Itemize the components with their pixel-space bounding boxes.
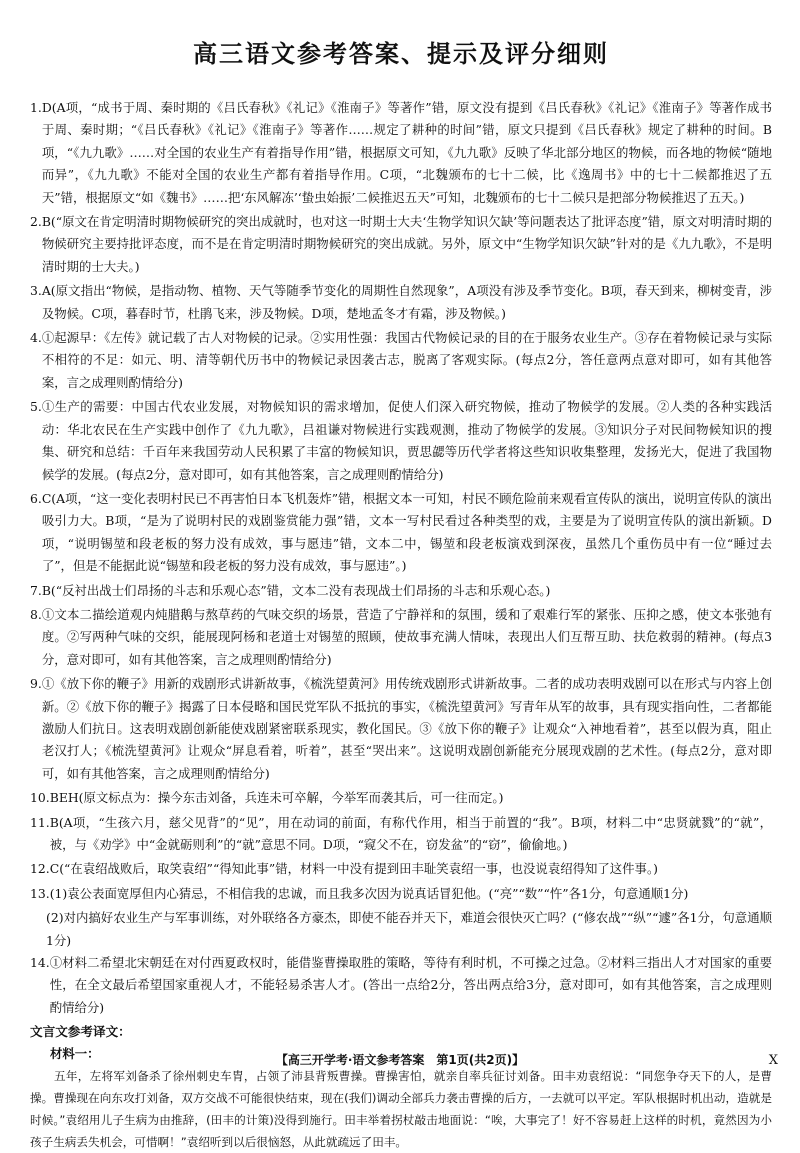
footer-mark: X bbox=[768, 1053, 778, 1068]
answer-item-8 bbox=[30, 604, 772, 671]
answer-text: A(原文指出“物候，是指动物、植物、天气等随季节变化的周期性自然现象”，A项没有涉及季节变化。B项，春天到来，柳树变青，涉及物候。C项，暮春时节，杜鹃飞来，涉及物候。D项，楚地孟冬才有霜，涉及物候。) bbox=[41, 283, 772, 321]
translation-heading: 文言文参考译文： bbox=[30, 1024, 131, 1040]
answer-number: 4. bbox=[30, 330, 42, 346]
answer-number: 1. bbox=[30, 100, 42, 115]
answer-number: 11. bbox=[30, 814, 50, 830]
answer-item-9 bbox=[30, 673, 772, 785]
material-title: 材料一： bbox=[50, 1046, 100, 1062]
answer-text: BEH(原文标点为：操今东击刘备，兵连未可卒解，今举军而袭其后，可一往而定。) bbox=[49, 790, 504, 806]
answer-text: ①起源早：《左传》就记载了古人对物候的记录。②实用性强：我国古代物候记录的目的在于服务农业生产。③存在着物候记录与实际不相符的不足：如元、明、清等朝代历书中的物候记录因袭古志，脱离了客观实际。(每点2分，答任意两点意对即可，如有其他答案，言之成理则酌情给分) bbox=[41, 330, 772, 390]
answer-number: 9. bbox=[30, 676, 42, 692]
answer-text: ①材料二希望北宋朝廷在对付西夏政权时，能借鉴曹操取胜的策略，等待有利时机，不可操之过急。②材料三指出人才对国家的重要性，在全文最后希望国家重视人才，不能轻易杀害人才。(答出一点给2分，答出两点给3分，意对即可，如有其他答案，言之成理则酌情给分) bbox=[49, 955, 772, 1015]
answer-number: 10. bbox=[30, 790, 50, 806]
answer-item-6 bbox=[30, 488, 772, 578]
answer-number: 8. bbox=[30, 606, 42, 622]
answer-item-3 bbox=[30, 280, 772, 325]
answer-item-13 bbox=[30, 883, 772, 905]
answer-item-11 bbox=[30, 812, 772, 857]
answer-item-2 bbox=[30, 211, 772, 278]
answer-text: C(A项，“这一变化表明村民已不再害怕日本飞机轰炸”错，根据文本一可知，村民不顾危险前来观看宣传队的演出，说明宣传队的演出吸引力大。B项，“是为了说明村民的戏剧鉴赏能力强”错，文本一写村民看过各种类型的戏，主要是为了说明宣传队的演出新颖。D项，“说明锡堃和段老板的努力没有成效，事与愿违”错，文本二中，锡堃和段老板演戏到深夜，虽然几个重伤员中有一位“睡过去了”，但是不能据此说“锡堃和段老板的努力没有成效，事与愿违”。) bbox=[41, 490, 772, 574]
answer-number: 6. bbox=[30, 490, 42, 506]
answer-number: 3. bbox=[30, 283, 42, 299]
answer-number: 5. bbox=[30, 399, 42, 415]
answer-number: 2. bbox=[30, 214, 42, 230]
answer-item-1 bbox=[30, 97, 772, 209]
answer-text: ①《放下你的鞭子》用新的戏剧形式讲新故事，《梳洗望黄河》用传统戏剧形式讲新故事。二者的成功表明戏剧可以在形式与内容上创新。②《放下你的鞭子》揭露了日本侵略和国民党军队不抵抗的事实，《梳洗望黄河》写青年从军的故事，具有现实指向性，二者都能激励人们抗日。这表明戏剧创新能使戏剧紧密联系现实，教化国民。③《放下你的鞭子》让观众“入神地看着”，甚至以假为真，阻止老汉打人；《梳洗望黄河》让观众“屏息看着，听着”，甚至“哭出来”。这说明戏剧创新能充分展现戏剧的艺术性。(每点2分，意对即可，如有其他答案，言之成理则酌情给分) bbox=[41, 676, 772, 781]
page-footer: 【高三开学考·语文参考答案 第1页(共2页)】 bbox=[275, 1053, 525, 1067]
answer-text: ①生产的需要：中国古代农业发展，对物候知识的需求增加，促使人们深入研究物候，推动了物候学的发展。②人类的各种实践活动：华北农民在生产实践中创作了《九九歌》，吕祖谦对物候进行实践观测，推动了物候学的发展。③知识分子对民间物候知识的搜集、研究和总结：千百年来我国劳动人民积累了丰富的物候知识，贾思勰等历代学者将这些知识收集整理，发扬光大，促进了我国物候学的发展。(每点2分，意对即可，如有其他答案，言之成理则酌情给分) bbox=[41, 399, 772, 482]
answer-item-5 bbox=[30, 396, 772, 486]
answer-text: B(“原文在肯定明清时期物候研究的突出成就时，也对这一时期士大夫‘生物学知识欠缺’等问题表达了批评态度”错，原文对明清时期的物候研究主要持批评态度，而不是在肯定明清时期物候研究的突出成就。另外，原文中“生物学知识欠缺”针对的是《九九歌》，不是明清时期的士大夫。) bbox=[41, 214, 772, 274]
answer-text: B(“反衬出战士们昂扬的斗志和乐观心态”错，文本二没有表现战士们昂扬的斗志和乐观心态。) bbox=[41, 582, 551, 598]
answer-item-4 bbox=[30, 327, 772, 394]
answer-item-14 bbox=[30, 952, 772, 1019]
translation-text: 五年，左将军刘备杀了徐州刺史车胄，占领了沛县背叛曹操。曹操害怕，就亲自率兵征讨刘备。田丰劝袁绍说：“同您争夺天下的人，是曹操。曹操现在向东攻打刘备，双方交战不可能很快结束，现在(我们)调动全部兵力袭击曹操的后方，一去就可以平定。军队根据时机出动，造就是时候。”袁绍用儿子生病为由推辞，(田丰的计策)没得到施行。田丰举着拐杖敲击地面说：“唉，大事完了！好不容易赶上这样的时机，竟然因为小孩子生病丢失机会，可惜啊！”袁绍听到以后很恼怒，从此就疏远了田丰。 bbox=[30, 1069, 772, 1150]
answer-list bbox=[30, 97, 772, 1019]
answer-number: 7. bbox=[30, 582, 42, 598]
answer-text: (1)袁公表面宽厚但内心猜忌，不相信我的忠诚，而且我多次因为说真话冒犯他。(“亮”“数”“忤”各1分，句意通顺1分) bbox=[49, 885, 689, 901]
answer-number: 14. bbox=[30, 955, 50, 971]
answer-number: 13. bbox=[30, 885, 50, 901]
answer-text: D(A项，“成书于周、秦时期的《吕氏春秋》《礼记》《淮南子》等著作”错，原文没有提到《吕氏春秋》《礼记》《淮南子》等著作成书于周、秦时期；“《吕氏春秋》《礼记》《淮南子》等著作……规定了耕种的时间”错，原文只提到《吕氏春秋》规定了耕种的时间。B项，“《九九歌》……对全国的农业生产有着指导作用”错，根据原文可知，《九九歌》反映了华北部分地区的物候，而各地的物候“随地而异”，《九九歌》不能对全国的农业生产都有着指导作用。C项，“北魏颁布的七十二候，比《逸周书》中的七十二候都推迟了五天”错，根据原文“如《魏书》……把‘东风解冻’‘蛰虫始振’二候推迟五天”可知，北魏颁布的七十二候只是把部分物候推迟了五天。) bbox=[41, 100, 772, 205]
page-title: 高三语文参考答案、提示及评分细则 bbox=[193, 40, 609, 68]
answer-text: B(A项，“生孩六月，慈父见背”的“见”，用在动词的前面，有称代作用，相当于前置的“我”。B项，材料二中“忠贤就戮”的“就”，被，与《劝学》中“金就砺则利”的“就”意思不同。D项，“窥父不在，窃发盆”的“窃”，偷偷地。) bbox=[49, 814, 772, 852]
answer-item-10 bbox=[30, 787, 772, 809]
answer-item-7 bbox=[30, 580, 772, 602]
answer-subitem-13-2: (2)对内搞好农业生产与军事训练，对外联络各方豪杰，即使不能吞并天下，难道会很快灭亡吗？(“修农战”“纵”“遽”各1分，句意通顺1分) bbox=[46, 910, 772, 948]
answer-text: ①文本二描绘道观内炖腊鹅与熬草药的气味交织的场景，营造了宁静祥和的氛围，缓和了艰难行军的紧张、压抑之感，使文本张弛有度。②写两种气味的交织，能展现阿杨和老道士对锡堃的照顾，使故事充满人情味，表现出人们互帮互助、扶危救弱的精神。(每点3分，意对即可，如有其他答案，言之成理则酌情给分) bbox=[41, 606, 772, 667]
answer-number: 12. bbox=[30, 861, 50, 877]
answer-item-12 bbox=[30, 858, 772, 880]
answer-text: C(“在袁绍战败后，取笑袁绍”“得知此事”错，材料一中没有提到田丰耻笑袁绍一事，也没说袁绍得知了这件事。) bbox=[49, 861, 658, 877]
